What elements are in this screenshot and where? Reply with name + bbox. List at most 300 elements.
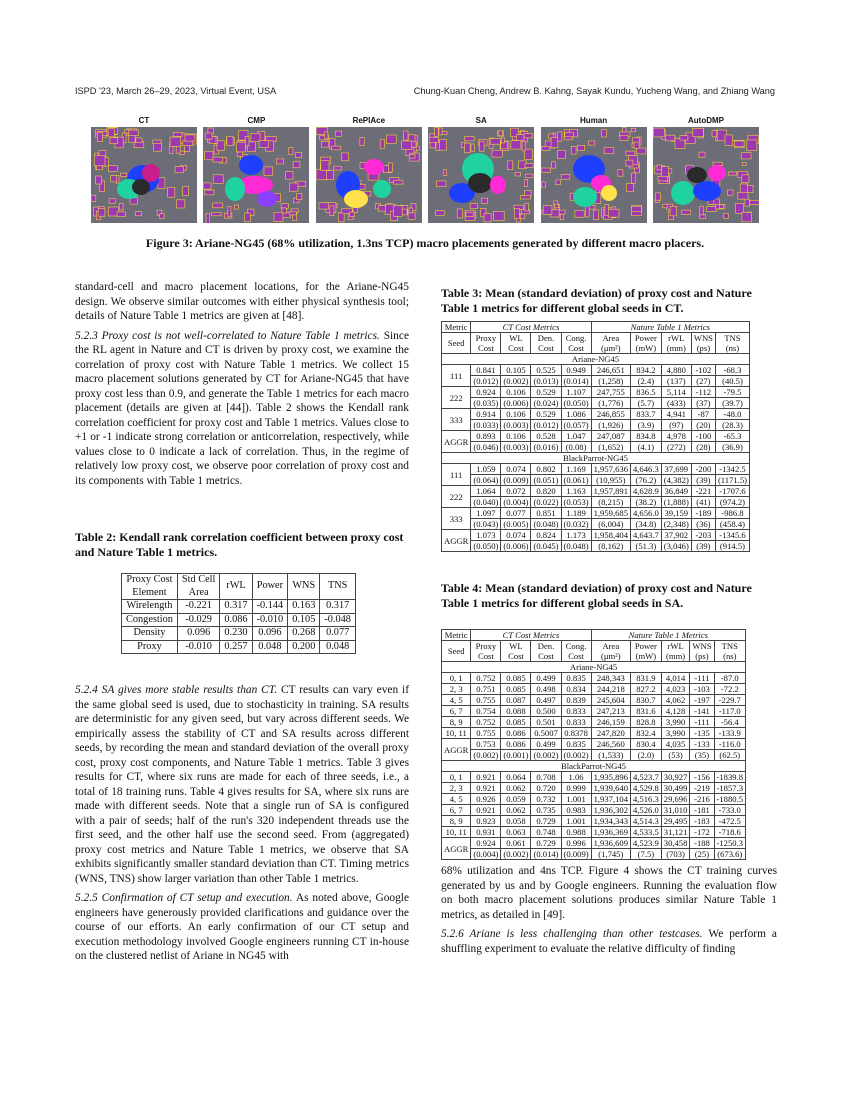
table-cell: 0.062 [501, 805, 531, 816]
seed-cell: 333 [442, 508, 471, 530]
table-cell: 1.059 [471, 464, 501, 475]
table-cell: -116.0 [714, 739, 746, 750]
table-row [442, 541, 750, 552]
table-cell: 4,035 [661, 739, 690, 750]
table-cell: 0.753 [471, 739, 501, 750]
table-header-cell: TNS (ns) [714, 641, 746, 662]
section-title: 5.2.4 SA gives more stable results than CT. [75, 684, 278, 696]
placement-label: SA [475, 116, 487, 125]
table-cell: (27) [691, 376, 715, 387]
table-cell: (0.001) [501, 750, 531, 761]
table-row [442, 695, 746, 706]
table-header-row [442, 322, 750, 333]
table-cell: (34.8) [630, 519, 661, 530]
table-cell: Wirelength [122, 600, 178, 614]
section-5-2-3 [75, 329, 409, 489]
section-body: CT results can vary even if the same global seed is used, due to stochasticity in training. SA results are deterministic for any given seed, but vary across different seeds. We empirically assess the stability of CT and SA results across different seeds, by recording the mean and standard deviation of the overall proxy cost, proxy cost components, and Nature Table 1 metrics. Table 3 gives results for CT, where six runs are made for each of three seeds, i.e., a total of 18 training runs. Table 4 gives results for SA, where six runs are made with different seeds. Note that a single run of SA is configured with a pair of seeds; half of the run's 320 independent threads use the first seed, and the other half use the second seed. From (aggregated) proxy cost metrics and Nature Table 1 metrics, we observe that SA exhibits significantly smaller standard deviation than CT. Timing metrics (WNS, TNS) show larger variation than other Table 1 metrics. [75, 684, 409, 885]
table-row [442, 409, 750, 420]
table-header-cell: WL Cost [501, 641, 531, 662]
table-cell: 4,529.8 [630, 783, 661, 794]
placement-panel [428, 115, 534, 223]
seed-cell: AGGR [442, 530, 471, 552]
table-row [442, 442, 750, 453]
table-cell: 0.8378 [561, 728, 591, 739]
table-row [442, 739, 746, 750]
table-header-row [122, 574, 356, 600]
table-cell: 0.498 [531, 684, 561, 695]
table-cell: (0.050) [471, 541, 501, 552]
table-row [442, 508, 750, 519]
table-cell: -200 [691, 464, 715, 475]
table-section-row [442, 453, 750, 464]
table-cell: (2.4) [630, 376, 661, 387]
table-cell: (0.005) [501, 519, 531, 530]
table-cell: 4,523.7 [630, 772, 661, 783]
table-cell: 1.173 [561, 530, 591, 541]
table-row [442, 816, 746, 827]
table-cell: (0.003) [501, 420, 531, 431]
right-column-lower [441, 864, 777, 956]
section-title: 5.2.5 Confirmation of CT setup and execution. [75, 892, 293, 904]
table-row [442, 794, 746, 805]
table-cell: 0.729 [531, 816, 561, 827]
table-cell: 0.106 [501, 387, 531, 398]
seed-cell: AGGR [442, 431, 471, 453]
table-cell: 0.500 [531, 706, 561, 717]
figure-3-caption: Figure 3: Ariane-NG45 (68% utilization, 1.3ns TCP) macro placements generated by different macro placers. [145, 236, 705, 250]
table-cell: 0.839 [561, 695, 591, 706]
table-cell: 0.914 [471, 409, 501, 420]
table-cell: 0.824 [531, 530, 561, 541]
table-header-cell: rWL [220, 574, 252, 600]
table-header-cell: WL Cost [501, 333, 531, 354]
table-cell: (1,533) [591, 750, 630, 761]
table-header-cell: rWL (mm) [661, 333, 691, 354]
table-cell: 0.087 [501, 695, 531, 706]
table-cell: (8,215) [591, 497, 630, 508]
table-cell: 31,010 [661, 805, 690, 816]
table-cell: 4,941 [661, 409, 691, 420]
table-cell: 4,628.9 [630, 486, 661, 497]
table-cell: 0.096 [177, 627, 219, 641]
table-cell: (1,745) [591, 849, 630, 860]
table-header-cell: Nature Table 1 Metrics [591, 630, 745, 641]
table-cell: (458.4) [715, 519, 749, 530]
table-cell: 5,114 [661, 387, 691, 398]
table-cell: 1,958,404 [591, 530, 630, 541]
table-cell: (433) [661, 398, 691, 409]
table-cell: 834.8 [630, 431, 661, 442]
table-cell: (1,258) [591, 376, 630, 387]
table-row [442, 464, 750, 475]
table-cell: 37,699 [661, 464, 691, 475]
table-cell: (0.032) [561, 519, 591, 530]
table-cell: 4,128 [661, 706, 690, 717]
table-cell: 832.4 [630, 728, 661, 739]
table-cell: (272) [661, 442, 691, 453]
table-header-cell: Seed [442, 641, 471, 662]
table-cell: (53) [661, 750, 690, 761]
table-cell: 833.7 [630, 409, 661, 420]
placement-label: CT [138, 116, 150, 125]
table-cell: -79.5 [715, 387, 749, 398]
table-cell: (1171.5) [715, 475, 749, 486]
table-header-cell: CT Cost Metrics [471, 322, 591, 333]
table-cell: -183 [690, 816, 714, 827]
table-cell: -0.010 [252, 613, 288, 627]
placement-panel [203, 115, 309, 223]
table-cell: 1.064 [471, 486, 501, 497]
table-cell: -1839.8 [714, 772, 746, 783]
placement-image [316, 127, 422, 223]
seed-cell: 10, 11 [442, 827, 471, 838]
table-cell: 0.893 [471, 431, 501, 442]
table-cell: (0.061) [561, 475, 591, 486]
table-cell: 1.189 [561, 508, 591, 519]
table-cell: 0.106 [501, 409, 531, 420]
table-row [442, 805, 746, 816]
table-cell: 247,820 [591, 728, 630, 739]
table-cell: (4.1) [630, 442, 661, 453]
table-cell: 4,643.7 [630, 530, 661, 541]
table-header-cell: Std Cell Area [177, 574, 219, 600]
table-row [442, 673, 746, 684]
table-cell: (28.3) [715, 420, 749, 431]
seed-cell: 111 [442, 365, 471, 387]
table-header-cell: Metric [442, 630, 471, 641]
table-cell: 1,936,369 [591, 827, 630, 838]
table-cell: 0.923 [471, 816, 501, 827]
table-cell: 4,533.5 [630, 827, 661, 838]
table-cell: 0.729 [531, 838, 561, 849]
table-cell: 1.097 [471, 508, 501, 519]
table-section-row [442, 354, 750, 365]
table-cell: 1,939,640 [591, 783, 630, 794]
table-header-cell: Power [252, 574, 288, 600]
seed-cell: 4, 5 [442, 794, 471, 805]
table-header-cell: CT Cost Metrics [471, 630, 591, 641]
left-column [75, 280, 409, 488]
table-cell: 39,159 [661, 508, 691, 519]
table-cell: 4,978 [661, 431, 691, 442]
table-cell: 0.317 [220, 600, 252, 614]
table-cell: 1,934,343 [591, 816, 630, 827]
table-cell: 0.230 [220, 627, 252, 641]
table-header-cell: Proxy Cost [471, 641, 501, 662]
table-cell: 0.5007 [531, 728, 561, 739]
table-row [442, 750, 746, 761]
placement-label: Human [580, 116, 608, 125]
table-cell: (8,162) [591, 541, 630, 552]
table-cell: Density [122, 627, 178, 641]
table-cell: 0.949 [561, 365, 591, 376]
table-cell: (2,348) [661, 519, 691, 530]
table-cell: (0.040) [471, 497, 501, 508]
table-row [442, 519, 750, 530]
table-cell: (0.002) [501, 376, 531, 387]
table-cell: 0.088 [501, 706, 531, 717]
table-cell: -135 [690, 728, 714, 739]
table-header-row [442, 630, 746, 641]
paragraph: standard-cell and macro placement locations, for the Ariane-NG45 design. We observe similar outcomes with either physical synthesis tool; details of Nature Table 1 metrics are given at [48]. [75, 281, 409, 322]
table-cell: 0.086 [501, 739, 531, 750]
table-cell: -72.2 [714, 684, 746, 695]
table-cell: (39) [691, 475, 715, 486]
placement-label: RePlAce [352, 116, 386, 125]
placement-label: CMP [247, 116, 266, 125]
table-cell: 1.107 [561, 387, 591, 398]
table-header-cell: Power (mW) [630, 333, 661, 354]
table-cell: 36,849 [661, 486, 691, 497]
table-cell: Congestion [122, 613, 178, 627]
table-cell: 1.163 [561, 486, 591, 497]
table-row [442, 838, 746, 849]
table-cell: 0.921 [471, 783, 501, 794]
table-cell: (0.004) [471, 849, 501, 860]
table-cell: -156 [690, 772, 714, 783]
section-body: As noted above, Google engineers have generously provided clarifications and guidance over the course of our efforts. An early confirmation of our CT setup and execution methodology involved Google engineers running CT in-house on the clustered netlist of Ariane in NG45 with [75, 892, 409, 962]
table-cell: -0.221 [177, 600, 219, 614]
table-cell: -65.3 [715, 431, 749, 442]
table-header-cell: TNS (ns) [715, 333, 749, 354]
table-cell: 0.077 [501, 508, 531, 519]
table-header-cell: Area (μm²) [591, 641, 630, 662]
table-cell: 1.047 [561, 431, 591, 442]
table-4 [441, 629, 746, 860]
table-row [442, 497, 750, 508]
placement-panel [653, 115, 759, 223]
table-row [442, 772, 746, 783]
table-cell: (0.048) [561, 541, 591, 552]
table-cell: 0.529 [531, 387, 561, 398]
table-cell: (10,955) [591, 475, 630, 486]
table-cell: -986.8 [715, 508, 749, 519]
table-cell: 247,755 [591, 387, 630, 398]
seed-cell: 0, 1 [442, 772, 471, 783]
table-cell: 0.058 [501, 816, 531, 827]
table-cell: 0.921 [471, 805, 501, 816]
table-cell: 0.752 [471, 673, 501, 684]
table-header-cell: Den. Cost [531, 333, 561, 354]
table-cell: -111 [690, 717, 714, 728]
table-row [442, 431, 750, 442]
table-cell: 0.754 [471, 706, 501, 717]
seed-cell: 8, 9 [442, 816, 471, 827]
table-cell: -216 [690, 794, 714, 805]
table-header-cell: Cong. Cost [561, 333, 591, 354]
table-cell: (0.009) [501, 475, 531, 486]
table-cell: 831.6 [630, 706, 661, 717]
table-cell: (41) [691, 497, 715, 508]
table-cell: 4,526.0 [630, 805, 661, 816]
table-cell: 30,499 [661, 783, 690, 794]
table-cell: 0.735 [531, 805, 561, 816]
table-cell: 244,218 [591, 684, 630, 695]
table-cell: 1.001 [561, 794, 591, 805]
table-cell: (7.5) [630, 849, 661, 860]
placement-panel [541, 115, 647, 223]
table-row [442, 849, 746, 860]
table-cell: 1.073 [471, 530, 501, 541]
table-cell: 4,516.3 [630, 794, 661, 805]
table-cell: 0.834 [561, 684, 591, 695]
table-cell: (0.012) [531, 420, 561, 431]
table-cell: (0.003) [501, 442, 531, 453]
table-cell: (0.014) [531, 849, 561, 860]
table-cell: -733.0 [714, 805, 746, 816]
table-cell: 0.752 [471, 717, 501, 728]
table-cell: 4,656.0 [630, 508, 661, 519]
table-cell: (40.5) [715, 376, 749, 387]
table-cell: 0.751 [471, 684, 501, 695]
table-row [442, 486, 750, 497]
table-cell: 0.072 [501, 486, 531, 497]
table-cell: 4,514.3 [630, 816, 661, 827]
table-cell: (0.053) [561, 497, 591, 508]
table-row [442, 728, 746, 739]
section-5-2-5 [75, 891, 409, 964]
table-cell: (914.5) [715, 541, 749, 552]
table-cell: 31,121 [661, 827, 690, 838]
table-cell: 0.086 [501, 728, 531, 739]
table-header-cell: Cong. Cost [561, 641, 591, 662]
seed-cell: 222 [442, 486, 471, 508]
table-cell: 1,957,636 [591, 464, 630, 475]
table-cell: -1345.6 [715, 530, 749, 541]
table-header-cell: WNS (ps) [690, 641, 714, 662]
table-cell: 0.200 [288, 640, 320, 654]
table-cell: 248,343 [591, 673, 630, 684]
table-cell: (36) [691, 519, 715, 530]
table-cell: 0.835 [561, 739, 591, 750]
table-header-cell: Power (mW) [630, 641, 661, 662]
table-cell: -1857.3 [714, 783, 746, 794]
table-cell: (0.035) [471, 398, 501, 409]
table-cell: (0.043) [471, 519, 501, 530]
table-cell: 0.062 [501, 783, 531, 794]
table-cell: 827.2 [630, 684, 661, 695]
table-row [442, 530, 750, 541]
seed-cell: 8, 9 [442, 717, 471, 728]
table-cell: 0.106 [501, 431, 531, 442]
table-header-cell: WNS [288, 574, 320, 600]
table-cell: 0.999 [561, 783, 591, 794]
table-cell: -87 [691, 409, 715, 420]
placement-image [91, 127, 197, 223]
section-5-2-4 [75, 683, 409, 886]
seed-cell: 0, 1 [442, 673, 471, 684]
table-cell: (0.004) [501, 497, 531, 508]
table-cell: 0.096 [252, 627, 288, 641]
table-cell: 0.257 [220, 640, 252, 654]
placement-panel [316, 115, 422, 223]
running-header-left: ISPD '23, March 26–29, 2023, Virtual Event, USA [75, 86, 277, 96]
table-cell: 0.983 [561, 805, 591, 816]
table-cell: (0.050) [561, 398, 591, 409]
table-cell: (1,888) [661, 497, 691, 508]
table-cell: -87.0 [714, 673, 746, 684]
table-cell: 0.924 [471, 838, 501, 849]
table-cell: -718.6 [714, 827, 746, 838]
table-cell: (36.9) [715, 442, 749, 453]
table-cell: -1250.3 [714, 838, 746, 849]
table-cell: 0.074 [501, 530, 531, 541]
table-cell: 4,523.9 [630, 838, 661, 849]
table-row [442, 376, 750, 387]
table-cell: 246,651 [591, 365, 630, 376]
table-cell: (97) [661, 420, 691, 431]
section-label: BlackParrot-NG45 [442, 453, 750, 464]
table-cell: 247,087 [591, 431, 630, 442]
table-cell: (4,382) [661, 475, 691, 486]
table-row [442, 387, 750, 398]
table-cell: -112 [691, 387, 715, 398]
table-row [442, 365, 750, 376]
table-cell: 834.2 [630, 365, 661, 376]
placement-panel [91, 115, 197, 223]
table-cell: (0.046) [471, 442, 501, 453]
table-cell: 3,990 [661, 728, 690, 739]
table-cell: -117.0 [714, 706, 746, 717]
table-cell: 0.085 [501, 684, 531, 695]
table-cell: -102 [691, 365, 715, 376]
table-cell: (0.009) [561, 849, 591, 860]
table-cell: (2.0) [630, 750, 661, 761]
table-cell: (0.048) [531, 519, 561, 530]
table-row [442, 398, 750, 409]
table-cell: 0.074 [501, 464, 531, 475]
table-cell: 247,213 [591, 706, 630, 717]
table-cell: 0.755 [471, 728, 501, 739]
table-cell: 0.996 [561, 838, 591, 849]
table-cell: 0.835 [561, 673, 591, 684]
table-cell: (0.033) [471, 420, 501, 431]
table-cell: Proxy [122, 640, 178, 654]
table-row [442, 684, 746, 695]
table-cell: (974.2) [715, 497, 749, 508]
table-cell: (0.014) [561, 376, 591, 387]
table-section-row [442, 761, 746, 772]
table-4-caption: Table 4: Mean (standard deviation) of proxy cost and Nature Table 1 metrics for different global seeds in SA. [441, 581, 752, 610]
table-cell: 830.7 [630, 695, 661, 706]
table-cell: (3.9) [630, 420, 661, 431]
table-cell: 0.048 [252, 640, 288, 654]
table-cell: 0.317 [320, 600, 356, 614]
table-cell: 1.06 [561, 772, 591, 783]
table-cell: (0.002) [561, 750, 591, 761]
table-cell: (0.08) [561, 442, 591, 453]
table-section-row [442, 662, 746, 673]
table-cell: 0.163 [288, 600, 320, 614]
table-cell: 1,935,896 [591, 772, 630, 783]
section-label: Ariane-NG45 [442, 354, 750, 365]
table-cell: 0.048 [320, 640, 356, 654]
placement-image [541, 127, 647, 223]
table-cell: 245,604 [591, 695, 630, 706]
table-cell: 0.755 [471, 695, 501, 706]
table-cell: (0.057) [561, 420, 591, 431]
table-cell: 0.525 [531, 365, 561, 376]
table-header-row [442, 641, 746, 662]
table-cell: 37,902 [661, 530, 691, 541]
table-cell: 30,927 [661, 772, 690, 783]
table-cell: -133.9 [714, 728, 746, 739]
seed-cell: 6, 7 [442, 706, 471, 717]
table-cell: (35) [690, 750, 714, 761]
table-row [442, 783, 746, 794]
table-cell: (38.2) [630, 497, 661, 508]
section-title: 5.2.3 Proxy cost is not well-correlated to Nature Table 1 metrics. [75, 329, 380, 342]
